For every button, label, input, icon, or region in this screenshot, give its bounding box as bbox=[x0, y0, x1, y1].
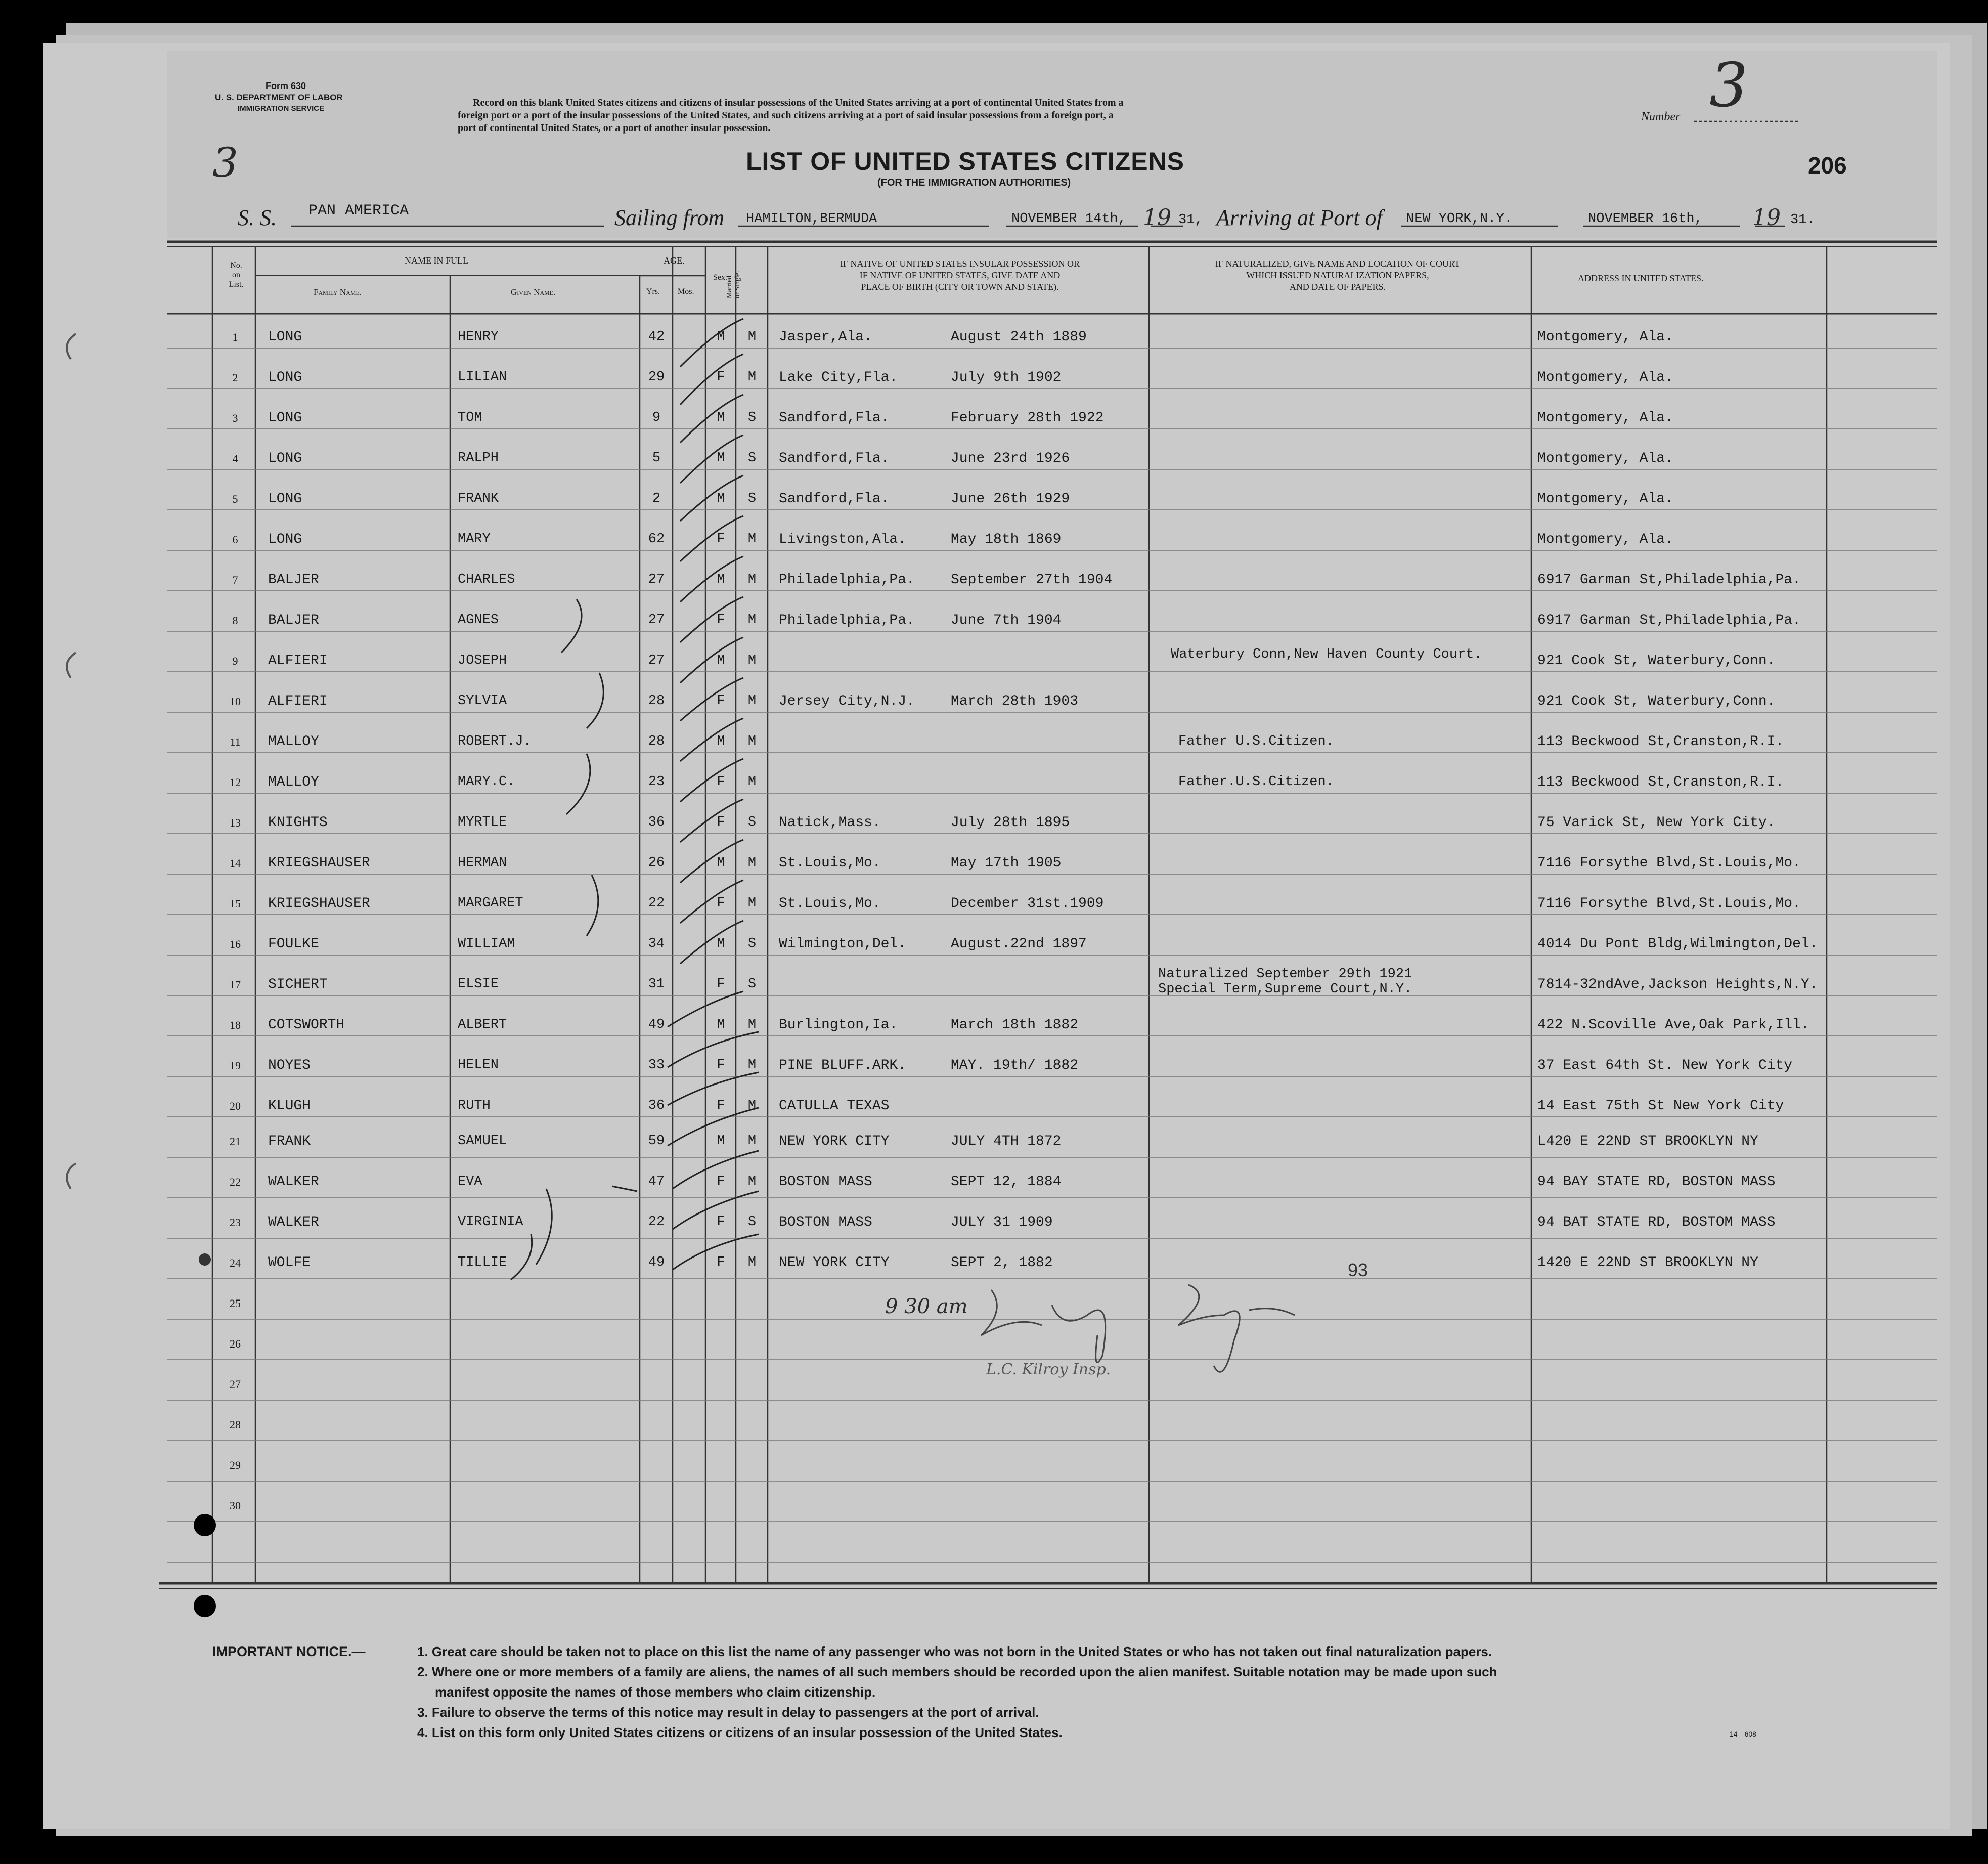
cell-family: BALJER bbox=[268, 572, 319, 588]
cell-family: LONG bbox=[268, 532, 302, 547]
cell-age: 62 bbox=[648, 532, 665, 547]
cell-date: June 26th 1929 bbox=[951, 491, 1070, 507]
cell-given: MARGARET bbox=[458, 896, 523, 911]
cell-date: August.22nd 1897 bbox=[951, 936, 1087, 952]
cell-no: 27 bbox=[230, 1378, 241, 1391]
cell-date: June 23rd 1926 bbox=[951, 451, 1070, 466]
sail-date: NOVEMBER 14th, bbox=[1011, 211, 1126, 227]
cell-sex: F bbox=[717, 693, 725, 709]
header-mos: Mos. bbox=[678, 287, 694, 296]
cell-date: May 17th 1905 bbox=[951, 855, 1062, 871]
cell-no: 1 bbox=[232, 331, 238, 343]
cell-sex: F bbox=[717, 896, 725, 911]
cell-ms: M bbox=[747, 572, 757, 587]
paper bbox=[43, 43, 1950, 1829]
cell-given: MARY.C. bbox=[458, 774, 515, 790]
cell-addr: Montgomery, Ala. bbox=[1537, 410, 1673, 426]
cell-family: FRANK bbox=[268, 1134, 311, 1149]
cell-ms: M bbox=[747, 693, 757, 709]
cell-no: 29 bbox=[230, 1459, 241, 1471]
header-name-in-full: NAME IN FULL bbox=[405, 255, 468, 266]
ship-name: PAN AMERICA bbox=[308, 202, 409, 220]
cell-sex: M bbox=[717, 329, 725, 344]
cell-date: August 24th 1889 bbox=[951, 329, 1087, 345]
cell-no: 24 bbox=[230, 1256, 241, 1269]
signature-text: L.C. Kilroy Insp. bbox=[986, 1361, 1111, 1378]
cell-given: WILLIAM bbox=[458, 936, 515, 951]
arrive-year-prefix: 19 bbox=[1752, 205, 1781, 231]
cell-no: 20 bbox=[230, 1100, 241, 1112]
cell-addr: 921 Cook St, Waterbury,Conn. bbox=[1537, 693, 1776, 709]
cell-no: 19 bbox=[230, 1059, 241, 1072]
cell-addr: Montgomery, Ala. bbox=[1537, 370, 1673, 385]
cell-age: 59 bbox=[648, 1134, 665, 1149]
cell-place: Jersey City,N.J. bbox=[779, 693, 915, 709]
cell-ms: S bbox=[747, 451, 757, 466]
cell-date: May 18th 1869 bbox=[951, 532, 1062, 547]
cell-family: MALLOY bbox=[268, 734, 319, 750]
cell-sex: M bbox=[717, 855, 725, 871]
cell-given: HERMAN bbox=[458, 855, 507, 871]
notice-item-4: 4. List on this form only United States citizens or citizens of an insular possession of the United States. bbox=[417, 1725, 1063, 1740]
cell-sex: F bbox=[717, 774, 725, 790]
cell-given: HENRY bbox=[458, 329, 499, 344]
margin-mark: 3 bbox=[212, 139, 238, 186]
cell-sex: F bbox=[717, 613, 725, 628]
cell-place: Natick,Mass. bbox=[779, 815, 881, 831]
cell-ms: M bbox=[747, 613, 757, 628]
cell-sex: M bbox=[717, 410, 725, 425]
header-sex: Sex. bbox=[713, 273, 727, 282]
cell-sex: M bbox=[717, 451, 725, 466]
header-yrs: Yrs. bbox=[646, 287, 660, 296]
cell-ms: M bbox=[747, 1058, 757, 1073]
cell-family: WALKER bbox=[268, 1174, 319, 1190]
cell-place: Livingston,Ala. bbox=[779, 532, 907, 547]
header-married: Married or Single. bbox=[726, 271, 741, 298]
notice-item-2: 2. Where one or more members of a family are aliens, the names of all such members should be recorded upon the alien manifest. Suitable notation may be made upon such bbox=[417, 1664, 1497, 1679]
cell-given: ROBERT.J. bbox=[458, 734, 532, 749]
cell-age: 47 bbox=[648, 1174, 665, 1189]
cell-no: 5 bbox=[232, 493, 238, 505]
cell-sex: M bbox=[717, 734, 725, 749]
cell-nat: Father.U.S.Citizen. bbox=[1178, 774, 1334, 790]
cell-date: SEPT 2, 1882 bbox=[951, 1255, 1053, 1271]
cell-date: March 18th 1882 bbox=[951, 1017, 1079, 1033]
cell-addr: 75 Varick St, New York City. bbox=[1537, 815, 1776, 831]
number-label: Number bbox=[1641, 110, 1681, 123]
cell-no: 28 bbox=[230, 1418, 241, 1431]
cell-no: 11 bbox=[230, 735, 241, 748]
cell-age: 27 bbox=[648, 653, 665, 668]
cell-family: NOYES bbox=[268, 1058, 311, 1073]
service: IMMIGRATION SERVICE bbox=[238, 104, 325, 113]
cell-sex: F bbox=[717, 815, 725, 830]
cell-sex: F bbox=[717, 1058, 725, 1073]
cell-addr: 113 Beckwood St,Cranston,R.I. bbox=[1537, 734, 1784, 750]
cell-family: ALFIERI bbox=[268, 693, 328, 709]
header-given-name: Given Name. bbox=[511, 287, 556, 297]
cell-age: 27 bbox=[648, 572, 665, 587]
cell-sex: M bbox=[717, 1017, 725, 1032]
cell-addr: 94 BAY STATE RD, BOSTON MASS bbox=[1537, 1174, 1776, 1190]
header-naturalized: IF NATURALIZED, GIVE NAME AND LOCATION OF COURT WHICH ISSUED NATURALIZATION PAPERS, AND DATE OF PAPERS. bbox=[1215, 258, 1460, 292]
notice-item-2-cont: manifest opposite the names of those members who claim citizenship. bbox=[435, 1684, 876, 1700]
cell-date: JULY 31 1909 bbox=[951, 1215, 1053, 1230]
cell-family: MALLOY bbox=[268, 774, 319, 790]
number-value: 3 bbox=[1709, 51, 1748, 121]
form-number: Form 630 bbox=[266, 81, 306, 91]
cell-given: EVA bbox=[458, 1174, 482, 1189]
cell-place: Sandford,Fla. bbox=[779, 451, 890, 466]
cell-date: MAY. 19th/ 1882 bbox=[951, 1058, 1079, 1073]
cell-sex: M bbox=[717, 1134, 725, 1149]
cell-ms: S bbox=[747, 815, 757, 830]
cell-family: KLUGH bbox=[268, 1098, 311, 1114]
cell-family: KRIEGSHAUSER bbox=[268, 896, 370, 912]
cell-sex: M bbox=[717, 491, 725, 506]
cell-date: July 28th 1895 bbox=[951, 815, 1070, 831]
sail-year: 31, bbox=[1178, 212, 1203, 228]
cell-addr: Montgomery, Ala. bbox=[1537, 532, 1673, 547]
cell-sex: F bbox=[717, 1098, 725, 1113]
cell-no: 23 bbox=[230, 1216, 241, 1229]
cell-date: June 7th 1904 bbox=[951, 613, 1062, 628]
cell-place: CATULLA TEXAS bbox=[779, 1098, 890, 1114]
cell-age: 22 bbox=[648, 1215, 665, 1230]
cell-sex: M bbox=[717, 653, 725, 668]
header-birth: IF NATIVE OF UNITED STATES INSULAR POSSESSION OR IF NATIVE OF UNITED STATES, GIVE DATE AND PLACE OF BIRTH (CITY OR TOWN AND STATE). bbox=[840, 258, 1080, 292]
cell-nat: Special Term,Supreme Court,N.Y. bbox=[1158, 982, 1412, 997]
cell-sex: F bbox=[717, 1174, 725, 1189]
cell-addr: 94 BAT STATE RD, BOSTOM MASS bbox=[1537, 1215, 1776, 1230]
cell-age: 23 bbox=[648, 774, 665, 790]
bottom-code: 14—608 bbox=[1730, 1730, 1756, 1738]
cell-age: 36 bbox=[648, 1098, 665, 1113]
cell-sex: M bbox=[717, 572, 725, 587]
cell-ms: M bbox=[747, 532, 757, 547]
cell-addr: 4014 Du Pont Bldg,Wilmington,Del. bbox=[1537, 936, 1818, 952]
cell-age: 36 bbox=[648, 815, 665, 830]
cell-no: 26 bbox=[230, 1337, 241, 1350]
cell-age: 28 bbox=[648, 734, 665, 749]
cell-place: St.Louis,Mo. bbox=[779, 855, 881, 871]
cell-given: CHARLES bbox=[458, 572, 515, 587]
cell-place: Sandford,Fla. bbox=[779, 491, 890, 507]
cell-addr: Montgomery, Ala. bbox=[1537, 491, 1673, 507]
cell-family: LONG bbox=[268, 451, 302, 466]
cell-no: 2 bbox=[232, 371, 238, 384]
instructions-line-1: Record on this blank United States citizens and citizens of insular possessions of the United States arriving at a port of continental United States from a bbox=[473, 97, 1124, 108]
cell-place: Sandford,Fla. bbox=[779, 410, 890, 426]
cell-addr: Montgomery, Ala. bbox=[1537, 451, 1673, 466]
sail-year-prefix: 19 bbox=[1143, 205, 1171, 231]
cell-no: 15 bbox=[230, 897, 241, 910]
cell-sex: F bbox=[717, 370, 725, 385]
cell-place: Philadelphia,Pa. bbox=[779, 572, 915, 588]
cell-addr: 921 Cook St, Waterbury,Conn. bbox=[1537, 653, 1776, 669]
cell-no: 30 bbox=[230, 1499, 241, 1512]
cell-sex: F bbox=[717, 977, 725, 992]
cell-no: 7 bbox=[232, 574, 238, 586]
cell-family: KRIEGSHAUSER bbox=[268, 855, 370, 871]
cell-ms: M bbox=[747, 1255, 757, 1270]
cell-ms: M bbox=[747, 1134, 757, 1149]
cell-date: SEPT 12, 1884 bbox=[951, 1174, 1062, 1190]
cell-place: PINE BLUFF.ARK. bbox=[779, 1058, 907, 1073]
cell-ms: M bbox=[747, 1017, 757, 1032]
cell-addr: 422 N.Scoville Ave,Oak Park,Ill. bbox=[1537, 1017, 1809, 1033]
cell-place: Wilmington,Del. bbox=[779, 936, 907, 952]
cell-ms: M bbox=[747, 653, 757, 668]
page-subtitle: (FOR THE IMMIGRATION AUTHORITIES) bbox=[877, 177, 1071, 188]
cell-given: JOSEPH bbox=[458, 653, 507, 668]
cell-family: LONG bbox=[268, 491, 302, 507]
cell-family: COTSWORTH bbox=[268, 1017, 345, 1033]
cell-sex: F bbox=[717, 532, 725, 547]
cell-addr: 113 Beckwood St,Cranston,R.I. bbox=[1537, 774, 1784, 790]
cell-addr: Montgomery, Ala. bbox=[1537, 329, 1673, 345]
cell-family: BALJER bbox=[268, 613, 319, 628]
cell-age: 9 bbox=[652, 410, 661, 425]
cell-ms: M bbox=[747, 1098, 757, 1113]
cell-ms: M bbox=[747, 855, 757, 871]
cell-place: BOSTON MASS bbox=[779, 1174, 872, 1190]
cell-age: 2 bbox=[652, 491, 661, 506]
header-age: AGE. bbox=[664, 255, 685, 266]
arrive-year: 31. bbox=[1790, 212, 1815, 228]
cell-no: 6 bbox=[232, 533, 238, 546]
cell-nat: Father U.S.Citizen. bbox=[1178, 734, 1334, 749]
cell-no: 4 bbox=[232, 452, 238, 465]
cell-place: St.Louis,Mo. bbox=[779, 896, 881, 912]
cell-family: ALFIERI bbox=[268, 653, 328, 669]
notice-item-1: 1. Great care should be taken not to place on this list the name of any passenger who was not born in the United States or who has not taken out final naturalization papers. bbox=[417, 1644, 1492, 1659]
cell-place: Jasper,Ala. bbox=[779, 329, 872, 345]
cell-age: 27 bbox=[648, 613, 665, 628]
cell-place: NEW YORK CITY bbox=[779, 1134, 890, 1149]
cell-place: Philadelphia,Pa. bbox=[779, 613, 915, 628]
cell-family: LONG bbox=[268, 410, 302, 426]
cell-addr: 6917 Garman St,Philadelphia,Pa. bbox=[1537, 572, 1801, 588]
instructions-line-3: port of continental United States, or a port of another insular possession. bbox=[458, 122, 771, 134]
cell-given: VIRGINIA bbox=[458, 1215, 523, 1230]
cell-addr: 14 East 75th St New York City bbox=[1537, 1098, 1784, 1114]
cell-given: RUTH bbox=[458, 1098, 491, 1113]
cell-nat: Naturalized September 29th 1921 bbox=[1158, 967, 1412, 982]
cell-age: 5 bbox=[652, 451, 661, 466]
cell-ms: M bbox=[747, 896, 757, 911]
cell-ms: S bbox=[747, 977, 757, 992]
cell-given: ELSIE bbox=[458, 977, 499, 992]
cell-sex: F bbox=[717, 1255, 725, 1270]
cell-ms: M bbox=[747, 370, 757, 385]
cell-sex: F bbox=[717, 1215, 725, 1230]
cell-ms: M bbox=[747, 329, 757, 344]
cell-no: 22 bbox=[230, 1176, 241, 1188]
cell-given: MYRTLE bbox=[458, 815, 507, 830]
cell-given: AGNES bbox=[458, 613, 499, 628]
cell-no: 18 bbox=[230, 1019, 241, 1031]
cell-addr: 1420 E 22ND ST BROOKLYN NY bbox=[1537, 1255, 1758, 1271]
cell-no: 12 bbox=[230, 776, 241, 789]
notice-label: IMPORTANT NOTICE.— bbox=[212, 1644, 366, 1659]
cell-given: ALBERT bbox=[458, 1017, 507, 1032]
cell-age: 42 bbox=[648, 329, 665, 344]
from-port: HAMILTON,BERMUDA bbox=[746, 211, 877, 227]
cell-addr: 6917 Garman St,Philadelphia,Pa. bbox=[1537, 613, 1801, 628]
cell-age: 49 bbox=[648, 1255, 665, 1270]
cell-place: Lake City,Fla. bbox=[779, 370, 898, 385]
sailing-label: Sailing from bbox=[614, 205, 725, 230]
cell-given: TILLIE bbox=[458, 1255, 507, 1270]
ss-label: S. S. bbox=[238, 205, 277, 230]
cell-given: RALPH bbox=[458, 451, 499, 466]
cell-family: WOLFE bbox=[268, 1255, 311, 1271]
cell-age: 26 bbox=[648, 855, 665, 871]
cell-family: KNIGHTS bbox=[268, 815, 328, 831]
cell-family: SICHERT bbox=[268, 977, 328, 992]
cell-no: 14 bbox=[230, 857, 241, 870]
cell-given: FRANK bbox=[458, 491, 499, 506]
cell-date: February 28th 1922 bbox=[951, 410, 1104, 426]
cell-family: LONG bbox=[268, 329, 302, 345]
cell-no: 25 bbox=[230, 1297, 241, 1310]
cell-date: December 31st.1909 bbox=[951, 896, 1104, 912]
cell-addr: 7814-32ndAve,Jackson Heights,N.Y. bbox=[1537, 977, 1818, 992]
cell-given: SYLVIA bbox=[458, 693, 507, 709]
cell-given: LILIAN bbox=[458, 370, 507, 385]
cell-given: SAMUEL bbox=[458, 1134, 507, 1149]
cell-family: FOULKE bbox=[268, 936, 319, 952]
cell-ms: S bbox=[747, 491, 757, 506]
cell-place: BOSTON MASS bbox=[779, 1215, 872, 1230]
header-band bbox=[167, 51, 1937, 238]
cell-age: 34 bbox=[648, 936, 665, 951]
cell-family: LONG bbox=[268, 370, 302, 385]
arriving-label: Arriving at Port of bbox=[1216, 205, 1383, 230]
cell-age: 33 bbox=[648, 1058, 665, 1073]
cell-given: MARY bbox=[458, 532, 491, 547]
cell-nat: Waterbury Conn,New Haven County Court. bbox=[1171, 647, 1482, 662]
cell-no: 9 bbox=[232, 655, 238, 667]
cell-no: 17 bbox=[230, 978, 241, 991]
page-number: 206 bbox=[1808, 152, 1847, 179]
cell-no: 21 bbox=[230, 1135, 241, 1148]
cell-age: 49 bbox=[648, 1017, 665, 1032]
instructions-line-2: foreign port or a port of the insular possessions of the United States, and such citizens arriving at a port of said insular possessions from a foreign port, a bbox=[458, 110, 1114, 121]
cell-no: 16 bbox=[230, 938, 241, 950]
cell-addr: L420 E 22ND ST BROOKLYN NY bbox=[1537, 1134, 1758, 1149]
page-title: LIST OF UNITED STATES CITIZENS bbox=[746, 147, 1185, 176]
cell-sex: M bbox=[717, 936, 725, 951]
cell-date: July 9th 1902 bbox=[951, 370, 1062, 385]
passenger-count: 93 bbox=[1348, 1260, 1368, 1280]
cell-ms: M bbox=[747, 734, 757, 749]
notice-item-3: 3. Failure to observe the terms of this notice may result in delay to passengers at the port of arrival. bbox=[417, 1705, 1039, 1720]
cell-no: 13 bbox=[230, 816, 241, 829]
cell-age: 31 bbox=[648, 977, 665, 992]
cell-date: JULY 4TH 1872 bbox=[951, 1134, 1062, 1149]
cell-place: NEW YORK CITY bbox=[779, 1255, 890, 1271]
cell-given: HELEN bbox=[458, 1058, 499, 1073]
arrival-time: 9 30 am bbox=[885, 1295, 968, 1318]
cell-ms: S bbox=[747, 1215, 757, 1230]
header-address: ADDRESS IN UNITED STATES. bbox=[1578, 273, 1704, 283]
cell-date: March 28th 1903 bbox=[951, 693, 1079, 709]
cell-no: 3 bbox=[232, 412, 238, 424]
cell-addr: 7116 Forsythe Blvd,St.Louis,Mo. bbox=[1537, 896, 1801, 912]
cell-ms: S bbox=[747, 410, 757, 425]
cell-ms: M bbox=[747, 1174, 757, 1189]
department: U. S. DEPARTMENT OF LABOR bbox=[215, 93, 343, 102]
header-no: No. on List. bbox=[229, 261, 244, 289]
cell-age: 28 bbox=[648, 693, 665, 709]
cell-place: Burlington,Ia. bbox=[779, 1017, 898, 1033]
cell-ms: M bbox=[747, 774, 757, 790]
arrive-date: NOVEMBER 16th, bbox=[1588, 211, 1703, 227]
header-family-name: Family Name. bbox=[314, 287, 362, 297]
cell-age: 22 bbox=[648, 896, 665, 911]
to-port: NEW YORK,N.Y. bbox=[1406, 211, 1513, 227]
cell-given: TOM bbox=[458, 410, 482, 425]
cell-family: WALKER bbox=[268, 1215, 319, 1230]
cell-addr: 7116 Forsythe Blvd,St.Louis,Mo. bbox=[1537, 855, 1801, 871]
cell-no: 8 bbox=[232, 614, 238, 627]
cell-ms: S bbox=[747, 936, 757, 951]
cell-date: September 27th 1904 bbox=[951, 572, 1113, 588]
cell-no: 10 bbox=[230, 695, 241, 708]
cell-addr: 37 East 64th St. New York City bbox=[1537, 1058, 1793, 1073]
cell-age: 29 bbox=[648, 370, 665, 385]
